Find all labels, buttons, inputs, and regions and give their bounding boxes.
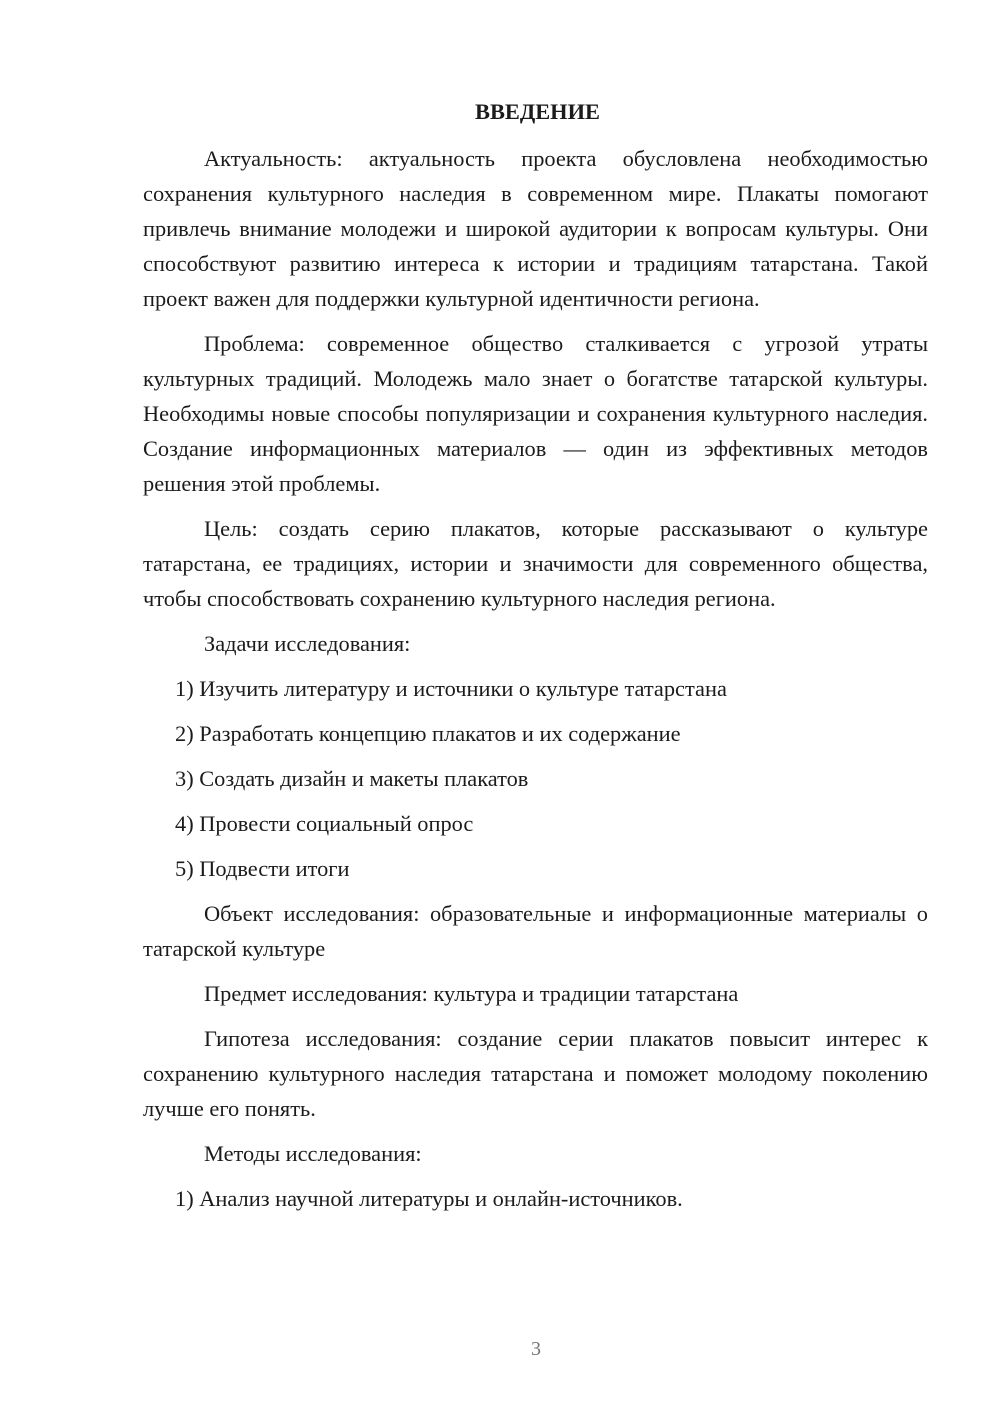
relevance-paragraph: Актуальность: актуальность проекта обусловлена необходимостью сохранения культурного наследия в современном мире. Плакаты помогают привлечь внимание молодежи и широкой аудитории к вопросам культуры. Они способствуют развитию интереса к истории и традициям татарстана. Такой проект важен для поддержки культурной идентичности региона. [143, 146, 928, 311]
list-item: 4) Провести социальный опрос [175, 811, 474, 836]
list-item: 2) Разработать концепцию плакатов и их содержание [175, 721, 681, 746]
tasks-heading: Задачи исследования: [204, 631, 411, 656]
list-item: 3) Создать дизайн и макеты плакатов [175, 766, 529, 791]
list-item: 1) Анализ научной литературы и онлайн-источников. [175, 1186, 683, 1211]
list-item: 1) Изучить литературу и источники о культуре татарстана [175, 676, 727, 701]
list-item: 5) Подвести итоги [175, 856, 350, 881]
goal-paragraph: Цель: создать серию плакатов, которые рассказывают о культуре татарстана, ее традициях, истории и значимости для современного общества, чтобы способствовать сохранению культурного наследия региона. [143, 516, 928, 611]
methods-list [143, 1181, 928, 1216]
page-number: 3 [531, 1338, 541, 1360]
subject-paragraph: Предмет исследования: культура и традиции татарстана [204, 981, 739, 1006]
hypothesis-paragraph: Гипотеза исследования: создание серии плакатов повысит интерес к сохранению культурного наследия татарстана и поможет молодому поколению лучше его понять. [143, 1026, 928, 1121]
section-title: ВВЕДЕНИЕ [475, 99, 600, 124]
problem-paragraph: Проблема: современное общество сталкивается с угрозой утраты культурных традиций. Молодежь мало знает о богатстве татарской культуры. Необходимы новые способы популяризации и сохранения культурного наследия. Создание информационных материалов — один из эффективных методов решения этой проблемы. [143, 331, 928, 496]
object-paragraph: Объект исследования: образовательные и информационные материалы о татарской культуре [143, 901, 928, 961]
tasks-list [143, 671, 928, 886]
methods-heading: Методы исследования: [204, 1141, 422, 1166]
